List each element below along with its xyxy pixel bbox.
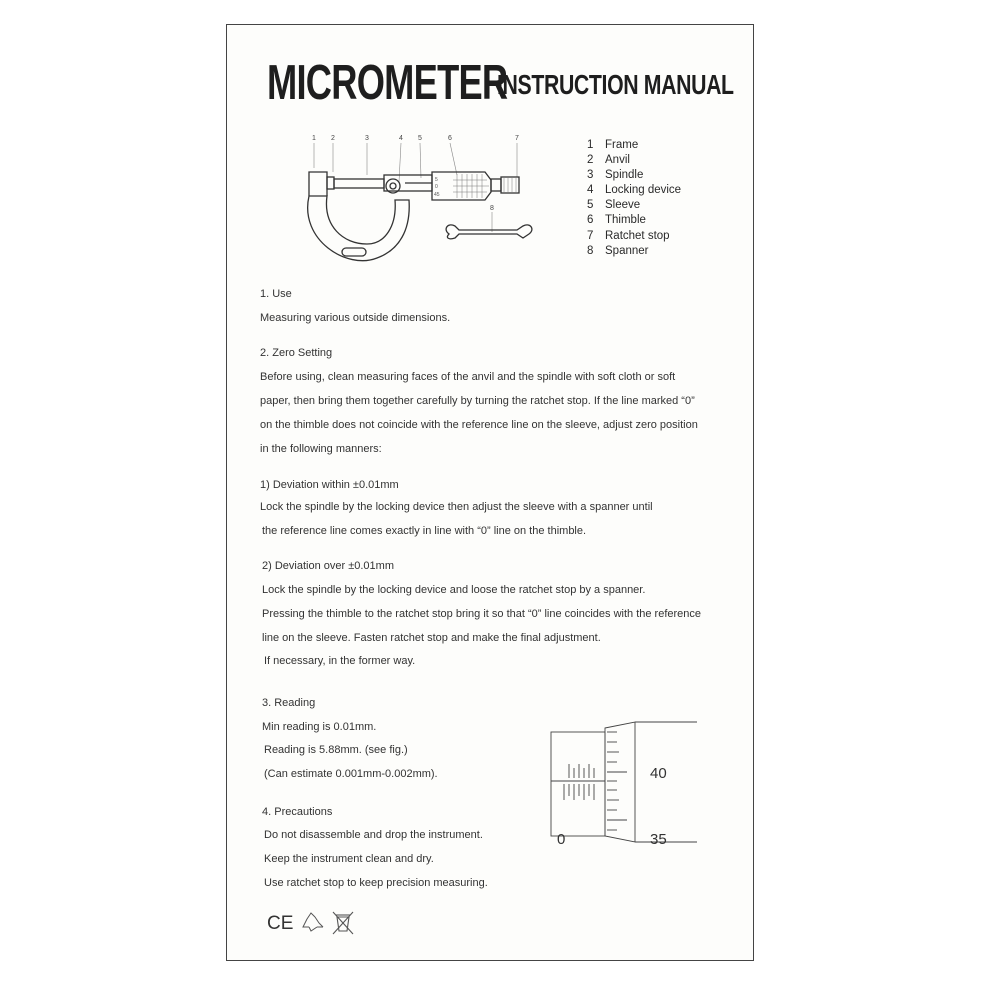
reading-scale-figure	[547, 720, 707, 845]
thimble-label-lower: 35	[650, 831, 667, 845]
callout-2: 2	[331, 135, 335, 142]
ce-mark: CE	[267, 913, 294, 934]
section-dev1-heading: 1) Deviation within ±0.01mm	[260, 479, 399, 491]
section-precautions-heading: 4. Precautions	[262, 806, 333, 818]
recycle-icon	[303, 913, 323, 931]
callout-6: 6	[448, 135, 452, 142]
part-name: Thimble	[605, 214, 646, 227]
callout-5: 5	[418, 135, 422, 142]
section-zero-line: Before using, clean measuring faces of the anvil and the spindle with soft cloth or soft	[260, 371, 676, 383]
section-dev2-heading: 2) Deviation over ±0.01mm	[262, 560, 394, 572]
part-number: 6	[587, 214, 594, 227]
section-zero-heading: 2. Zero Setting	[260, 347, 333, 359]
part-name: Sleeve	[605, 199, 641, 212]
micrometer-diagram	[287, 130, 547, 270]
section-precautions-line: Use ratchet stop to keep precision measuring.	[264, 877, 488, 889]
section-dev2-line: line on the sleeve. Fasten ratchet stop and make the final adjustment.	[262, 632, 601, 644]
compliance-marks	[267, 909, 377, 937]
parts-list-item	[587, 153, 681, 168]
section-use-heading: 1. Use	[260, 288, 292, 300]
part-number: 4	[587, 184, 594, 197]
parts-list-item	[587, 229, 681, 244]
section-zero-line: paper, then bring them together carefully by turning the ratchet stop. If the line marked “0”	[260, 395, 695, 407]
section-precautions-line: Keep the instrument clean and dry.	[264, 853, 434, 865]
section-zero-line: in the following manners:	[260, 443, 382, 455]
title-main: MICROMETER	[267, 56, 508, 110]
section-reading-heading: 3. Reading	[262, 697, 316, 709]
part-name: Frame	[605, 139, 639, 151]
parts-list	[587, 138, 681, 259]
parts-list-item	[587, 168, 681, 183]
sleeve-label-zero: 0	[557, 831, 566, 845]
part-number: 2	[587, 154, 594, 167]
parts-list-item	[587, 213, 681, 228]
parts-list-item	[587, 138, 681, 153]
callout-1: 1	[312, 135, 316, 142]
part-name: Spindle	[605, 169, 644, 182]
manual-title	[267, 55, 734, 111]
callout-3: 3	[365, 135, 369, 142]
manual-sheet	[226, 24, 754, 961]
section-dev2-line: Pressing the thimble to the ratchet stop bring it so that “0” line coincides with the reference	[262, 608, 702, 620]
part-number: 5	[587, 199, 594, 212]
part-name: Ratchet stop	[605, 229, 670, 242]
sleeve-digit-0: 0	[435, 184, 438, 190]
title-sub: INSTRUCTION MANUAL	[497, 69, 734, 100]
crossed-bin-icon	[333, 912, 353, 934]
part-name: Spanner	[605, 244, 649, 257]
section-precautions-line: Do not disassemble and drop the instrument.	[264, 829, 483, 841]
thimble-label-upper: 40	[650, 765, 667, 782]
section-reading-line: Reading is 5.88mm. (see fig.)	[264, 744, 408, 756]
callout-7: 7	[515, 135, 519, 142]
part-number: 7	[587, 229, 594, 242]
section-dev2-line: If necessary, in the former way.	[264, 655, 416, 667]
sleeve-digit-45: 45	[434, 192, 440, 198]
section-dev1-line: the reference line comes exactly in line with “0” line on the thimble.	[262, 525, 587, 537]
callout-8: 8	[490, 205, 494, 212]
parts-list-item	[587, 183, 681, 198]
section-use-line: Measuring various outside dimensions.	[260, 312, 451, 324]
section-reading-line: Min reading is 0.01mm.	[262, 721, 377, 733]
section-dev2-line: Lock the spindle by the locking device and loose the ratchet stop by a spanner.	[262, 584, 646, 596]
part-number: 3	[587, 169, 594, 182]
section-dev1-line: Lock the spindle by the locking device then adjust the sleeve with a spanner until	[260, 501, 653, 513]
section-zero-line: on the thimble does not coincide with the reference line on the sleeve, adjust zero position	[260, 419, 698, 431]
parts-list-item	[587, 244, 681, 259]
callout-4: 4	[399, 135, 403, 142]
section-reading-line: (Can estimate 0.001mm-0.002mm).	[264, 768, 438, 780]
parts-list-item	[587, 198, 681, 213]
sleeve-digit-5: 5	[435, 177, 438, 183]
part-name: Anvil	[605, 154, 630, 167]
part-name: Locking device	[605, 184, 682, 197]
part-number: 1	[587, 139, 594, 151]
part-number: 8	[587, 244, 594, 257]
